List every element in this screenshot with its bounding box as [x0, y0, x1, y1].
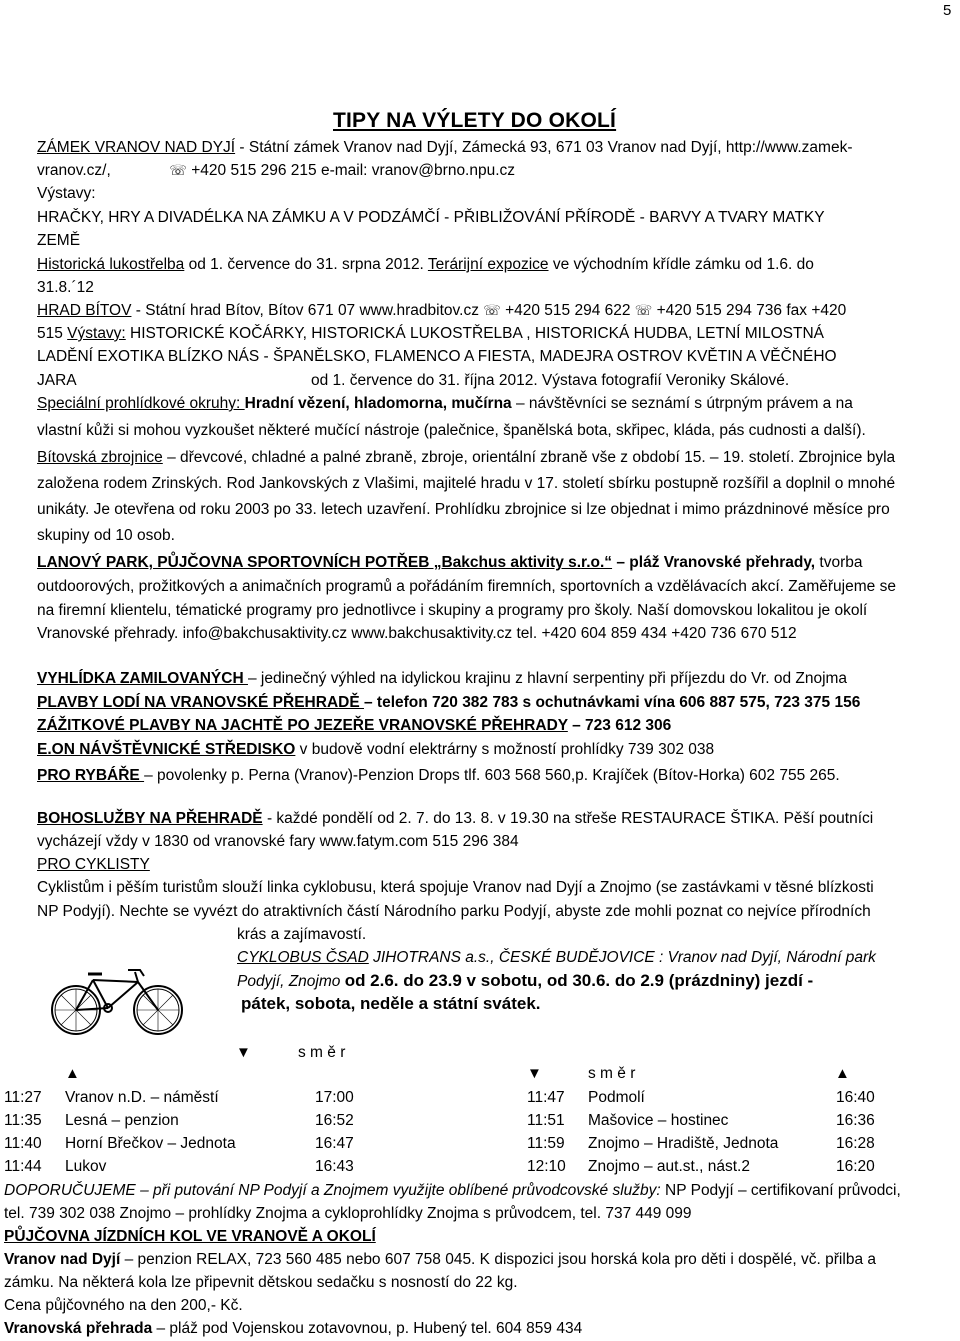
okruhy-line-2: vlastní kůži si mohou vyzkoušet některé mučící nástroje (palečnice, španělská bota, skřipec, kláda, pás cudnosti a další).: [37, 422, 866, 439]
cyklisty-line-3: krás a zajímavostí.: [237, 926, 367, 943]
return-time: 17:00: [315, 1089, 354, 1106]
rybare-line: [37, 765, 840, 787]
terarijni-label: Terárijní expozice: [427, 256, 549, 273]
eon-line: [37, 739, 714, 761]
stop-name: Znojmo – Hradiště, Jednota: [588, 1135, 779, 1152]
pujcovna-line-3: Cena půjčovného na den 200,- Kč.: [4, 1297, 243, 1314]
phone-icon: ☏: [169, 163, 187, 179]
zamek-heading: ZÁMEK VRANOV NAD DYJÍ: [37, 139, 236, 156]
cyklobus-line: [237, 947, 876, 969]
bitov-vystavy-2: LADĚNÍ EXOTIKA BLÍZKO NÁS - ŠPANĚLSKO, FLAMENCO A FIESTA, MADEJRA OSTROV KVĚTIN A VĚČNÉHO: [37, 348, 837, 365]
bohosluzby-line-2: vycházejí vždy v 1830 od vranovské fary www.fatym.com 515 296 384: [37, 833, 519, 850]
pujcovna-vranov: Vranov nad Dyjí: [4, 1251, 121, 1268]
plavby-rest: – telefon 720 382 783 s ochutnávkami vína 606 887 575, 723 375 156: [363, 694, 861, 711]
eon-heading: E.ON NÁVŠTĚVNICKÉ STŘEDISKO: [37, 741, 296, 758]
departure-time: 12:10: [527, 1158, 566, 1175]
bitov-heading-rest: - Státní hrad Bítov, Bítov 671 07 www.hradbitov.cz: [131, 302, 484, 319]
bitov-dates: od 1. července do 31. října 2012. Výstava fotografií Veroniky Skálové.: [311, 372, 790, 389]
lanovy-plaz: – pláž Vranovské přehrady,: [612, 554, 816, 571]
bitov-okruhy: [37, 393, 853, 415]
return-time: 16:28: [836, 1135, 875, 1152]
bitov-fax-end: 515: [37, 325, 68, 342]
stop-name: Lesná – penzion: [65, 1112, 179, 1129]
vyhlidka-line: [37, 668, 847, 690]
pujcovna-line-4: [4, 1318, 582, 1340]
stop-name: Mašovice – hostinec: [588, 1112, 729, 1129]
bitov-phone-1: +420 515 294 622: [500, 302, 635, 319]
rybare-rest: – povolenky p. Perna (Vranov)-Penzion Drops tlf. 603 568 560,p. Krajíček (Bítov-Horka) 602 755 265.: [144, 767, 840, 784]
cyklisty-line-2: NP Podyjí). Nechte se vyvézt do atraktivních částí Národního parku Podyjí, abyste zde mohli poznat co nejvíce přírodních: [37, 903, 871, 920]
zamek-line-1: [37, 137, 853, 159]
zbrojnice-rest: – dřevcové, chladné a palné zbraně, zbroje, orientální zbraně vše z období 15. – 19. století. Zbrojnice byla: [162, 449, 896, 466]
vyhlidka-heading: VYHLÍDKA ZAMILOVANÝCH: [37, 670, 248, 687]
zamek-vystavy-1: HRAČKY, HRY A DIVADÉLKA NA ZÁMKU A V PODZÁMČÍ - PŘIBLIŽOVÁNÍ PŘÍRODĚ - BARVY A TVARY MATKY: [37, 209, 825, 226]
zamek-line-2: [37, 160, 515, 182]
terarijni-end: 31.8.´12: [37, 279, 94, 296]
cyklisty-heading: PRO CYKLISTY: [37, 856, 150, 873]
stop-name: Horní Břečkov – Jednota: [65, 1135, 236, 1152]
zamek-vystavy-label: Výstavy:: [37, 185, 96, 202]
zazitkove-line: [37, 715, 671, 737]
return-time: 16:43: [315, 1158, 354, 1175]
bicycle-icon: [48, 960, 188, 1038]
eon-rest: v budově vodní elektrárny s možností prohlídky 739 302 038: [295, 741, 715, 758]
departure-time: 11:35: [4, 1112, 42, 1129]
return-time: 16:36: [836, 1112, 875, 1129]
departure-time: 11:47: [527, 1089, 565, 1106]
lanovy-line-3: na firemní klientelu, tématické programy pro jednotlivce i skupiny a programy pro školy. Naší domovskou lokalitou je okolí: [37, 602, 868, 619]
zbrojnice-line-4: skupiny od 10 osob.: [37, 527, 175, 544]
zamek-line-lukostrelba: [37, 254, 814, 276]
pujcovna-vranov-rest: – penzion RELAX, 723 560 485 nebo 607 758 045. K dispozici jsou horská kola pro děti i dospělé, vč. přilba a: [120, 1251, 876, 1268]
doporucujeme-line-2: tel. 739 302 038 Znojmo – prohlídky Znojma a cykloprohlídky Znojma s průvodcem, tel. 737 449 099: [4, 1205, 692, 1222]
phone-icon: ☏: [483, 303, 501, 319]
departure-time: 11:44: [4, 1158, 42, 1175]
cyklobus-label: CYKLOBUS ČSAD: [237, 949, 369, 966]
departure-time: 11:59: [527, 1135, 565, 1152]
bitov-heading: HRAD BÍTOV: [37, 302, 132, 319]
pujcovna-line-1: [4, 1249, 876, 1271]
return-time: 16:52: [315, 1112, 354, 1129]
arrow-down-icon: ▼: [527, 1065, 542, 1082]
bitov-vystavy-1: HISTORICKÉ KOČÁRKY, HISTORICKÁ LUKOSTŘELBA , HISTORICKÁ HUDBA, LETNÍ MILOSTNÁ: [125, 325, 824, 342]
pujcovna-prehrada: Vranovská přehrada: [4, 1320, 153, 1337]
return-time: 16:47: [315, 1135, 354, 1152]
pujcovna-line-2: zámku. Na některá kola lze připevnit dětskou sedačku s nosností do 22 kg.: [4, 1274, 518, 1291]
lanovy-line-4: Vranovské přehrady. info@bakchusaktivity.cz www.bakchusaktivity.cz tel. +420 604 859 434 +420 736 670 512: [37, 625, 797, 642]
page-number: 5: [943, 2, 952, 19]
bitov-line-2: [37, 323, 824, 345]
cyklobus-days: pátek, sobota, neděle a státní svátek.: [241, 994, 541, 1013]
doporucujeme-line-1: [4, 1180, 901, 1202]
departure-time: 11:27: [4, 1089, 42, 1106]
return-time: 16:40: [836, 1089, 875, 1106]
pujcovna-heading: PŮJČOVNA JÍZDNÍCH KOL VE VRANOVĚ A OKOLÍ: [4, 1228, 376, 1245]
zbrojnice-label: Bítovská zbrojnice: [37, 449, 163, 466]
lanovy-line-2: outdoorových, prožitkových a animačních programů a pořádáním firemních, sportovních a vzdělávacích akcí. Zaměřujeme se: [37, 578, 896, 595]
lanovy-heading: LANOVÝ PARK, PŮJČOVNA SPORTOVNÍCH POTŘEB „Bakchus aktivity s.r.o.“: [37, 554, 613, 571]
cyklobus-schedule: od 2.6. do 23.9 v sobotu, od 30.6. do 2.9 (prázdniny) jezdí -: [344, 971, 814, 990]
return-time: 16:20: [836, 1158, 875, 1175]
lukostrelba-date: od 1. července do 31. srpna 2012.: [184, 256, 428, 273]
direction-label-2: s m ě r: [588, 1065, 636, 1082]
cyklisty-line-1: Cyklistům i pěším turistům slouží linka cyklobusu, která spojuje Vranov nad Dyjí a Znojmo (se zastávkami v těsné blízkosti: [37, 879, 874, 896]
stop-name: Vranov n.D. – náměstí: [65, 1089, 219, 1106]
zbrojnice-line-1: [37, 447, 895, 469]
phone-icon: ☏: [634, 303, 653, 319]
stop-name: Lukov: [65, 1158, 107, 1175]
lanovy-line-1: [37, 552, 862, 574]
zbrojnice-line-3: unikáty. Je otevřena od roku 2003 po 33. letech uzavření. Prohlídku zbrojnice si lze objednat i mimo prázdninové měsíce pro: [37, 501, 890, 518]
stop-name: Znojmo – aut.st., nást.2: [588, 1158, 750, 1175]
vyhlidka-rest: – jedinečný výhled na idylickou krajinu z hlavní serpentiny při příjezdu do Vr. od Znojma: [247, 670, 848, 687]
zamek-heading-rest: - Státní zámek Vranov nad Dyjí, Zámecká 93, 671 03 Vranov nad Dyjí, http://www.zamek-: [235, 139, 853, 156]
doporucujeme-italic: DOPORUČUJEME – při putování NP Podyjí a Znojmem využijte oblíbené průvodcovské služby:: [4, 1182, 661, 1199]
zazitkove-rest: – 723 612 306: [567, 717, 672, 734]
terarijni-rest: ve východním křídle zámku od 1.6. do: [548, 256, 814, 273]
cyklobus-dates: [237, 970, 813, 993]
zazitkove-heading: ZÁŽITKOVÉ PLAVBY NA JACHTĚ PO JEZEŘE VRANOVSKÉ PŘEHRADY: [37, 717, 568, 734]
stop-name: Podmolí: [588, 1089, 645, 1106]
bohosluzby-line-1: [37, 808, 873, 830]
okruhy-rest: – návštěvníci se seznámí s útrpným právem a na: [511, 395, 853, 412]
podyji-label: Podyjí, Znojmo: [237, 973, 345, 990]
lukostrelba-label: Historická lukostřelba: [37, 256, 185, 273]
doporucujeme-rest: NP Podyjí – certifikovaní průvodci,: [660, 1182, 901, 1199]
okruhy-label: Speciální prohlídkové okruhy:: [37, 395, 245, 412]
plavby-heading: PLAVBY LODÍ NA VRANOVSKÉ PŘEHRADĚ: [37, 694, 364, 711]
page-title: TIPY NA VÝLETY DO OKOLÍ: [333, 109, 617, 132]
arrow-up-icon: ▲: [835, 1065, 850, 1082]
direction-label-1: s m ě r: [298, 1044, 346, 1061]
cyklobus-rest: JIHOTRANS a.s., ČESKÉ BUDĚJOVICE : Vranov nad Dyjí, Národní park: [368, 949, 876, 966]
bohosluzby-rest: - každé pondělí od 2. 7. do 13. 8. v 19.30 na střeše RESTAURACE ŠTIKA. Pěší poutníci: [262, 810, 874, 827]
departure-time: 11:40: [4, 1135, 42, 1152]
zamek-contact: +420 515 296 215 e-mail: vranov@brno.npu.cz: [186, 162, 516, 179]
bitov-jara: JARA: [37, 372, 77, 389]
bitov-vystavy-label: Výstavy:: [67, 325, 126, 342]
arrow-up-icon: ▲: [65, 1065, 80, 1082]
okruhy-bold: Hradní vězení, hladomorna, mučírna: [244, 395, 512, 412]
bitov-phone-2: +420 515 294 736 fax +420: [652, 302, 847, 319]
zbrojnice-line-2: založena rodem Zrinských. Rod Jankovských z Vlašimi, majitelé hradu v 17. století sbírku postupně rozšířil a doplnil o mnohé: [37, 475, 896, 492]
zamek-web: vranov.cz/,: [37, 162, 111, 179]
bitov-line-1: [37, 300, 846, 322]
bohosluzby-heading: BOHOSLUŽBY NA PŘEHRADĚ: [37, 810, 263, 827]
departure-time: 11:51: [527, 1112, 565, 1129]
plavby-line: [37, 692, 860, 714]
arrow-down-icon: ▼: [236, 1044, 251, 1061]
lanovy-plaz-rest: tvorba: [815, 554, 863, 571]
pujcovna-prehrada-rest: – pláž pod Vojenskou zotavovnou, p. Hubený tel. 604 859 434: [152, 1320, 583, 1337]
rybare-heading: PRO RYBÁŘE: [37, 767, 145, 784]
zamek-vystavy-2: ZEMĚ: [37, 232, 81, 249]
